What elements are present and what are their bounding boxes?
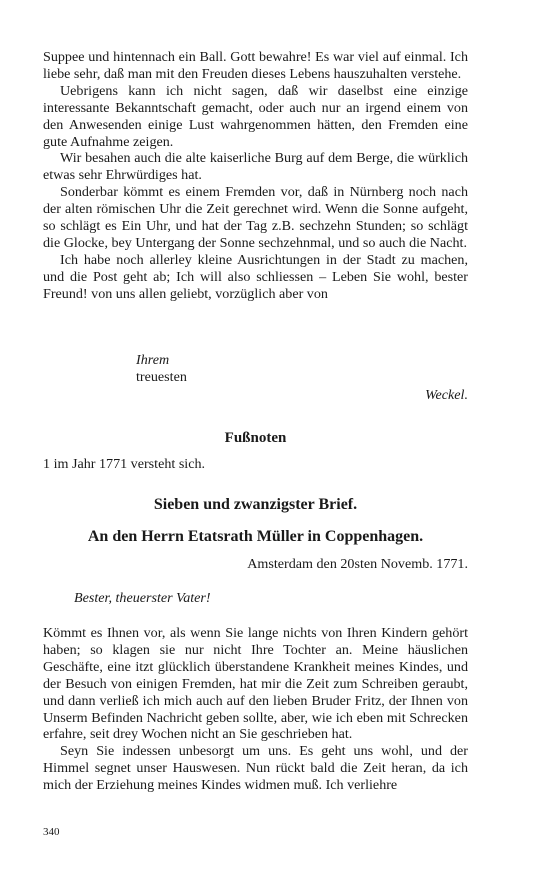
paragraph: Ich habe noch allerley kleine Ausrichtungen in der Stadt zu machen, und die Post geht ab; Ich will also schliessen – Leben Sie wohl, bester Freund! von uns allen geliebt, vorzüglich aber von — [43, 251, 468, 302]
footnotes-heading: Fußnoten — [224, 430, 287, 446]
letter-salutation: Bester, theuerster Vater! — [74, 590, 211, 606]
page-number: 340 — [43, 826, 60, 838]
closing — [136, 352, 187, 386]
paragraph: Kömmt es Ihnen vor, als wenn Sie lange nichts von Ihren Kindern gehört haben; so klagen sie nur nicht Ihre Tochter an. Meine häuslichen Geschäfte, eine itzt glücklich überstandene Krankheit meines Kindes, und der Besuch von einigen Fremden, hat mir die Zeit zum Schreiben geraubt, und dann verließ ich mich auch auf den lieben Bruder Fritz, der Ihnen von Unserm Befinden Nachricht geben sollte, aber, wie ich eben mit Schrecken erfahre, seit drey Wochen nicht an Sie geschrieben hat. — [43, 625, 468, 743]
paragraph: Seyn Sie indessen unbesorgt um uns. Es geht uns wohl, und der Himmel segnet unser Hauswesen. Nun rückt bald die Zeit heran, da ich mich der Erziehung meines Kindes widmen muß. Ich verliehre — [43, 743, 468, 794]
footnote: 1 im Jahr 1771 versteht sich. — [43, 456, 206, 472]
closing-line: Ihrem — [136, 352, 170, 368]
closing-line: treuesten — [136, 368, 187, 385]
letter-addressee: An den Herrn Etatsrath Müller in Coppenhagen. — [87, 528, 424, 545]
paragraph: Wir besahen auch die alte kaiserliche Burg auf dem Berge, die würklich etwas sehr Ehrwürdiges hat. — [43, 150, 468, 184]
signature: Weckel. — [425, 387, 468, 403]
letter-body-top — [43, 49, 468, 303]
paragraph: Uebrigens kann ich nicht sagen, daß wir daselbst eine einzige interessante Bekanntschaft gemacht, oder auch nur an irgend einem von den Anwesenden einige Lust wahrgenommen hätten, den Fremden eine gute Aufnahme zeigen. — [43, 82, 468, 150]
paragraph: Suppee und hintennach ein Ball. Gott bewahre! Es war viel auf einmal. Ich liebe sehr, daß man mit den Freuden dieses Lebens hauszuhalten verstehe. — [43, 49, 468, 82]
letter-title: Sieben und zwanzigster Brief. — [153, 496, 358, 513]
letter-dateline: Amsterdam den 20sten Novemb. 1771. — [247, 556, 468, 572]
letter-body-bottom — [43, 625, 468, 794]
paragraph: Sonderbar kömmt es einem Fremden vor, daß in Nürnberg noch nach der alten römischen Uhr die Zeit gerechnet wird. Wenn die Sonne aufgeht, so schlägt es Ein Uhr, und hat der Tag z.B. sechzehn Stunden; so schlägt die Glocke, bey Untergang der Sonne sechzehnmal, und so auch die Nacht. — [43, 184, 468, 251]
